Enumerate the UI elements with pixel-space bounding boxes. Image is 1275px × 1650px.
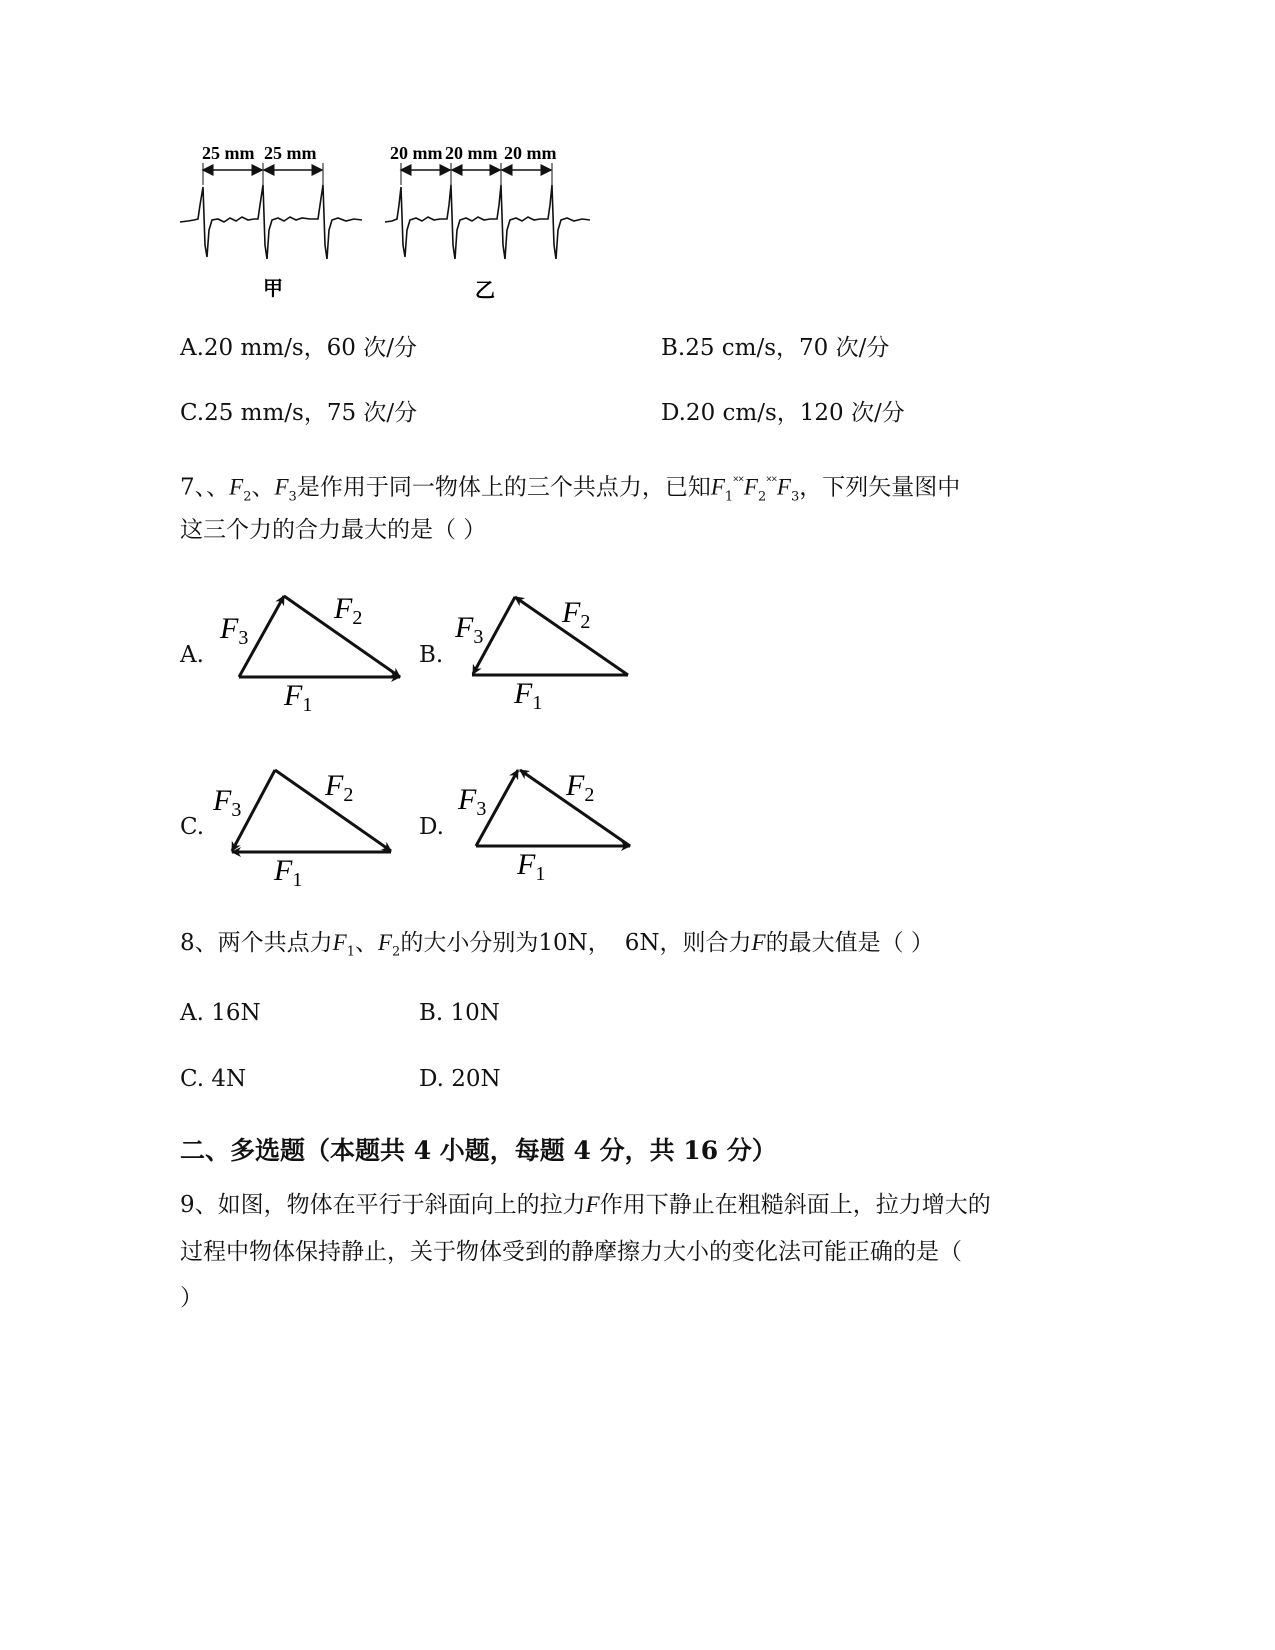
label-f1: $F_1$	[517, 848, 546, 885]
vector-diagram-c[interactable]	[212, 769, 391, 891]
label-f2: $F_2$	[566, 769, 595, 806]
ecg-yi-caption: 乙	[475, 280, 495, 302]
q9-stem-line2: 过程中物体保持静止，关于物体受到的静摩擦力大小的变化法可能正确的是（	[180, 1239, 962, 1265]
q7-stem-line2: 这三个力的合力最大的是（ ）	[180, 517, 487, 543]
ecg-yi-label-1: 20 mm	[390, 143, 443, 163]
q8-stem: 8、两个共点力$F_1$、$F_2$的大小分别为10N， 6N，则合力F的最大值是（ ）	[180, 930, 934, 960]
q8-option-a[interactable]: A. 16N	[180, 1000, 261, 1026]
label-f2: $F_2$	[325, 769, 354, 806]
vector-diagram-a[interactable]	[219, 592, 400, 716]
q6-option-d[interactable]: D.20 cm/s，120 次/分	[661, 400, 905, 426]
ecg-jia-caption: 甲	[263, 278, 283, 300]
q7-option-a-label[interactable]: A.	[180, 642, 204, 668]
section-heading-multiple-choice: 二、多选题（本题共 4 小题，每题 4 分，共 16 分）	[180, 1136, 777, 1165]
label-f3: $F_3$	[455, 611, 484, 648]
q7-vector-diagrams	[0, 0, 700, 900]
q7-stem-line1: 7、、$F_2$、$F_3$是作用于同一物体上的三个共点力，已知$F_1^{˟˟}F_2^{˟˟}F_3$，下列矢量图中	[180, 474, 961, 505]
label-f2: $F_2$	[562, 596, 591, 633]
q7-option-b-label[interactable]: B.	[419, 642, 444, 668]
q6-option-b[interactable]: B.25 cm/s，70 次/分	[661, 335, 890, 361]
q8-option-d[interactable]: D. 20N	[419, 1066, 501, 1092]
label-f1: $F_1$	[274, 854, 303, 891]
label-f3: $F_3$	[458, 783, 487, 820]
ecg-jia-label-2: 25 mm	[264, 143, 317, 163]
vector-diagram-b[interactable]	[454, 596, 628, 714]
q9-stem-line3: ）	[180, 1285, 203, 1311]
vector-diagram-d[interactable]	[457, 769, 630, 885]
ecg-jia-label-1: 25 mm	[202, 143, 255, 163]
q7-option-c-label[interactable]: C.	[180, 814, 205, 840]
q6-option-c[interactable]: C.25 mm/s，75 次/分	[180, 400, 418, 426]
q9-stem-line1: 9、如图，物体在平行于斜面向上的拉力F作用下静止在粗糙斜面上，拉力增大的	[180, 1192, 991, 1218]
q8-option-b[interactable]: B. 10N	[419, 1000, 500, 1026]
label-f1: $F_1$	[514, 677, 543, 714]
q7-option-d-label[interactable]: D.	[419, 814, 444, 840]
label-f3: $F_3$	[220, 612, 249, 649]
ecg-yi-label-2: 20 mm	[445, 143, 498, 163]
label-f2: $F_2$	[334, 592, 363, 629]
q8-option-c[interactable]: C. 4N	[180, 1066, 247, 1092]
label-f1: $F_1$	[284, 679, 313, 716]
ecg-yi-label-3: 20 mm	[504, 143, 557, 163]
label-f3: $F_3$	[213, 784, 242, 821]
q6-option-a[interactable]: A.20 mm/s，60 次/分	[180, 335, 417, 361]
